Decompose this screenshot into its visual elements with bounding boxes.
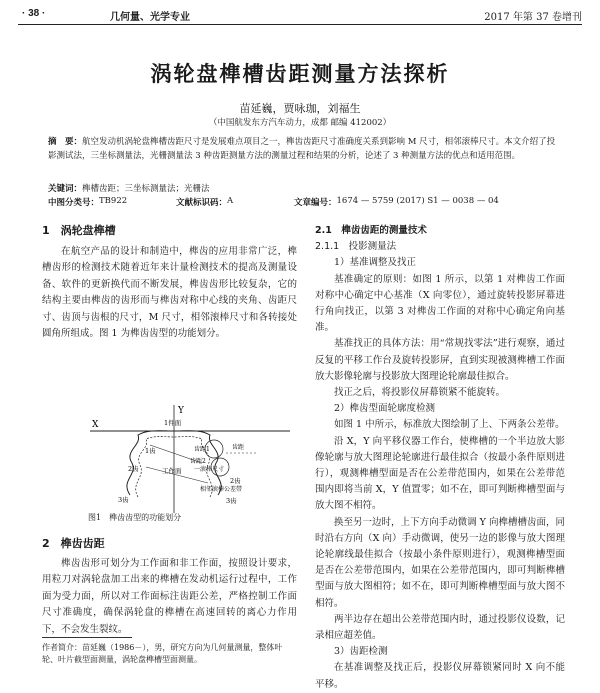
footnote-rule <box>42 637 132 638</box>
article-meta <box>48 196 562 208</box>
abstract-text: 航空发动机涡轮盘榫槽齿距尺寸是发展难点项目之一，榫齿齿距尺寸准确度关系到影响 M 尺寸，相邻滚棒尺寸。本文介绍了投影测试法，三坐标测量法，光栅测量法 3 种齿距测量方法的测量过程和结果的分析，论述了 3 种测量方法的优点和适用范围。 <box>48 137 556 161</box>
fig-label: 1齿 <box>145 447 156 455</box>
left-column <box>42 223 297 343</box>
running-header <box>18 6 582 22</box>
right-column <box>315 223 565 693</box>
footnote: 作者简介：苗延巍（1986－），男，研究方向为几何量测量，整体叶轮、叶片截型面测量，涡轮盘榫槽型面测量。 <box>42 643 283 664</box>
abstract-label: 摘 要： <box>48 137 83 147</box>
keywords-label: 关键词： <box>48 184 83 194</box>
figure-1-diagram <box>90 405 290 513</box>
abstract <box>48 136 562 163</box>
figure-caption: 图1 榫齿齿型的功能划分 <box>88 513 182 522</box>
keywords-text: 榫槽齿距；三坐标测量法；光栅法 <box>82 184 210 194</box>
page-number: · 38 · <box>22 8 46 19</box>
paragraph: 基准找正的具体方法：用“常规找零法”进行观察，通过反复的平移工作台及旋转投影屏，直到实现被测榫槽工作面放大影像轮廓与投影放大图理论轮廓最佳拟合。 <box>315 338 565 382</box>
affiliation: （中国航发东方汽车动力，成都 邮编 412002） <box>208 118 392 128</box>
fig-label: 齿距2 <box>190 458 206 465</box>
section-2-1-1-heading: 2.1.1 投影测量法 <box>315 241 397 253</box>
fig-label: 相邻滚棒公差带 <box>200 486 243 493</box>
section-title: 几何量、光学专业 <box>110 12 190 23</box>
paragraph: 在基准调整及找正后，投影仪屏幕锁紧同时 X 向不能平移。 <box>315 662 565 690</box>
section-1-heading: 1 涡轮盘榫槽 <box>42 224 116 237</box>
fig-label: 齿距1 <box>194 446 210 453</box>
item-2: 2）榫齿型面轮廓度检测 <box>334 403 436 415</box>
paragraph: 换至另一边时，上下方向手动微调 Y 向榫槽槽齿面，同时沿右方向（X 向）手动微调，使另一边的影像与放大图理论轮廓线最佳拟合（按最小条件原则进行），观测榫槽型面是否在公差带范围内，如果在公差带范围内，即可判断榫槽型面与放大图相符；如不在，即可判断榫槽型面与放大图不相符。 <box>315 516 565 609</box>
item-1: 1）基准调整及找正 <box>334 257 417 269</box>
paragraph: 两半边存在超出公差带范围内时，通过投影仪设数，记录相应超差值。 <box>315 613 565 642</box>
fig-label: 1件面 <box>164 419 182 427</box>
fig-label: 一滚棒尺寸 <box>194 466 225 473</box>
authors: 苗延巍，贾咏珈，刘福生 <box>239 102 361 115</box>
keywords <box>48 182 562 194</box>
paragraph: 沿 X，Y 向平移仪器工作台，使榫槽的一个半边放大影像轮廓与放大图理论轮廓进行最佳拟合（按最小条件原则进行），观测榫槽型面是否在公差带范围内，如果在公差带范围内即将当前 X，Y 值置零；如不在，即可判断榫槽型面与放大图不相符。 <box>315 435 565 512</box>
section-2-1-heading: 2.1 榫齿齿距的测量技术 <box>315 225 427 236</box>
header-rule <box>18 24 582 25</box>
paragraph: 找正之后，将投影仪屏幕锁紧不能旋转。 <box>334 387 506 399</box>
fig-label: 3齿 <box>118 496 129 504</box>
issue-info: 2017 年第 37 卷增刊 <box>484 12 582 23</box>
clc-value: TB922 <box>99 196 128 206</box>
doc-value: A <box>227 196 234 206</box>
paragraph: 基准确定的原则：如图 1 所示，以第 1 对榫齿工作面对称中心确定中心基准（X 向零位），通过旋转投影屏幕进行角向找正，以第 3 对榫齿工作面的对称中心确定角向基准。 <box>315 273 565 334</box>
art-label: 文章编号： <box>294 198 337 208</box>
x-axis-label: X <box>92 420 99 430</box>
left-column-lower <box>42 536 297 638</box>
section-1-paragraph: 在航空产品的设计和制造中，榫齿的应用非常广泛，榫槽齿形的检测技术随着近年来计量检测技术的提高及测量设备、软件的更新换代而不断发展，榫齿齿形比较复杂，它的结构主要由榫齿的齿形而与榫齿对称中心线的夹角、齿距尺寸、齿顶与齿根的尺寸，M 尺寸，相邻滚棒尺寸和各转接处圆角所组成。图 1 为榫齿齿型的功能划分。 <box>42 245 297 339</box>
fig-label: 2齿 <box>128 465 139 473</box>
doc-label: 文献标识码： <box>176 198 228 208</box>
fig-label: 齿距 <box>232 444 245 451</box>
fig-label: 2齿 <box>230 477 241 485</box>
clc-label: 中图分类号： <box>48 198 100 208</box>
y-axis-label: Y <box>178 406 184 416</box>
fig-label: 3齿 <box>226 497 237 505</box>
section-2-paragraph: 榫齿齿形可划分为工作面和非工作面，按照设计要求，用粒刀对涡轮盘加工出来的榫槽在发动机运行过程中，工作面为受力面，所以对工作面标注齿距公差，严格控制工作面尺寸准确度，确保涡轮盘的榫槽在高速回转的离心力作用下，不会发生裂纹。 <box>42 557 297 635</box>
article-title: 涡轮盘榫槽齿距测量方法探析 <box>150 62 450 86</box>
section-2-heading: 2 榫齿齿距 <box>42 537 105 550</box>
fig-label: 工作面 <box>162 467 182 475</box>
item-3: 3）齿距检测 <box>334 646 388 658</box>
paragraph: 如图 1 中所示，标准放大图绘制了上、下两条公差带。 <box>334 419 565 431</box>
art-value: 1674 — 5759 (2017) S1 — 0038 — 04 <box>336 196 499 206</box>
